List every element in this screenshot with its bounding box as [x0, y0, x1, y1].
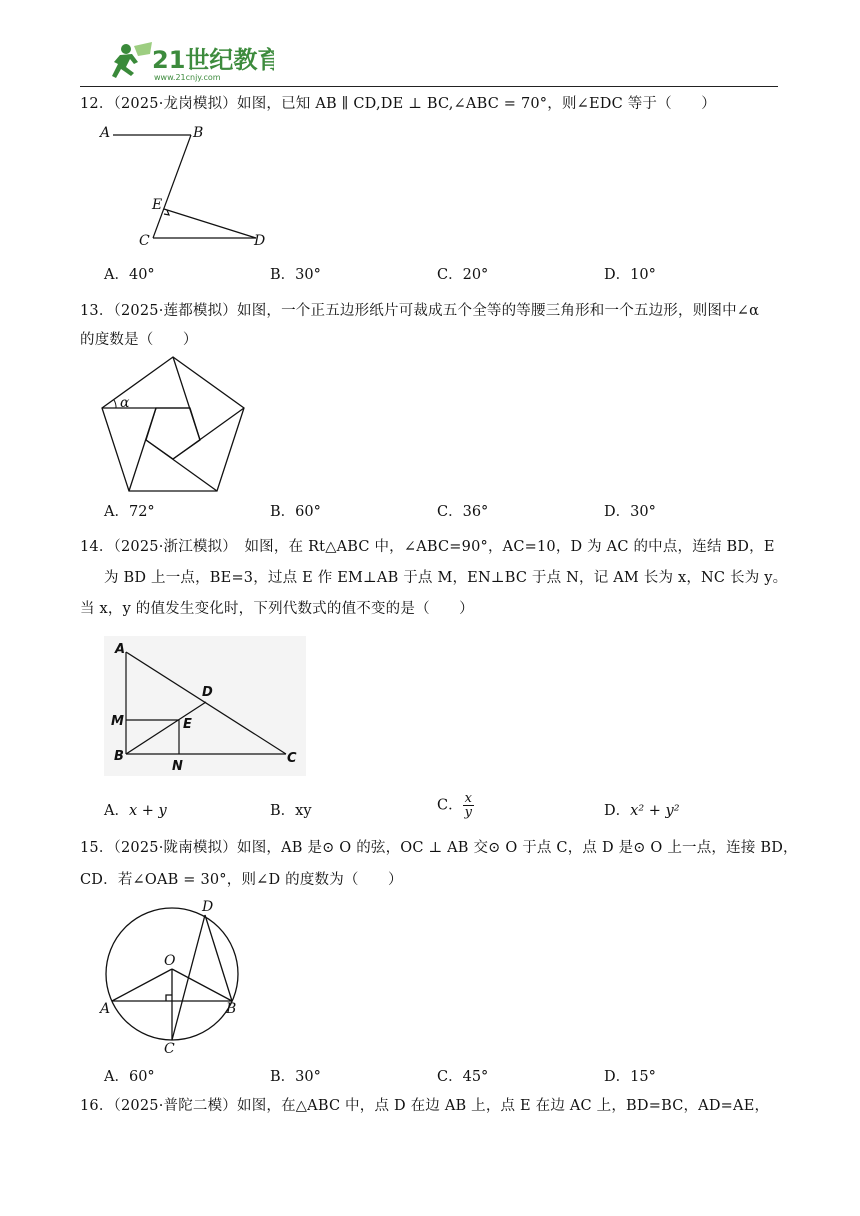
header-divider: [80, 86, 778, 87]
q13-figure: [98, 352, 250, 498]
q14-option-a: A．x + y: [104, 803, 167, 819]
q13-label-alpha: α: [120, 395, 130, 411]
q12-option-b: B．30°: [270, 267, 321, 283]
q15-figure: [96, 897, 256, 1061]
q14-label-M: M: [111, 714, 124, 729]
q15-option-a: A．60°: [104, 1069, 155, 1085]
q12-label-A: A: [100, 125, 111, 141]
q12-label-D: D: [254, 233, 266, 249]
q14-figure: [104, 636, 306, 780]
q15-option-d: D．15°: [604, 1069, 656, 1085]
q12-label-C: C: [139, 233, 150, 249]
q16-stem: 16．（2025·普陀二模）如图，在△ABC 中，点 D 在边 AB 上，点 E 在边 AC 上，BD=BC，AD=AE，: [80, 1098, 770, 1114]
q14-label-D: D: [202, 685, 213, 700]
q12-option-c: C．20°: [437, 267, 489, 283]
site-logo: [104, 40, 274, 84]
q13-option-c: C．36°: [437, 504, 489, 520]
q13-option-a: A．72°: [104, 504, 155, 520]
q14-label-C: C: [287, 751, 297, 766]
q15-label-C: C: [164, 1041, 175, 1057]
q15-label-O: O: [164, 953, 176, 969]
q14-option-d: D．x² + y²: [604, 803, 680, 819]
q12-stem: 12．（2025·龙岗模拟）如图，已知 AB ∥ CD,DE ⊥ BC,∠ABC = 70°，则∠EDC 等于（ ）: [80, 96, 716, 112]
q14-stem-line2: 为 BD 上一点，BE=3，过点 E 作 EM⊥AB 于点 M，EN⊥BC 于点 N，记 AM 长为 x，NC 长为 y。: [104, 570, 788, 586]
q14-label-N: N: [172, 759, 183, 774]
q14-label-A: A: [115, 642, 126, 657]
q13-option-b: B．60°: [270, 504, 321, 520]
q14-option-b: B．xy: [270, 803, 312, 819]
q15-label-A: A: [100, 1001, 111, 1017]
q14-stem-line3: 当 x，y 的值发生变化时，下列代数式的值不变的是（ ）: [80, 601, 474, 617]
q12-figure: [96, 120, 276, 259]
q14-option-c: C． $\frac{x}{y}$: [437, 791, 472, 820]
q15-option-c: C．45°: [437, 1069, 489, 1085]
runner-icon: [112, 42, 152, 78]
svg-text:21世纪教育: 21世纪教育: [152, 46, 274, 74]
svg-text:www.21cnjy.com: www.21cnjy.com: [154, 73, 221, 82]
q15-label-D: D: [202, 899, 214, 915]
q15-stem-line1: 15．（2025·陇南模拟）如图，AB 是⊙ O 的弦，OC ⊥ AB 交⊙ O 于点 C，点 D 是⊙ O 上一点，连接 BD，: [80, 840, 798, 856]
q13-stem-line2: 的度数是（ ）: [80, 332, 198, 348]
q12-label-B: B: [193, 125, 204, 141]
q15-option-b: B．30°: [270, 1069, 321, 1085]
q14-label-E: E: [183, 717, 192, 732]
q12-option-d: D．10°: [604, 267, 656, 283]
q13-stem-line1: 13．（2025·莲都模拟）如图，一个正五边形纸片可裁成五个全等的等腰三角形和一个五边形，则图中∠α: [80, 303, 760, 319]
q14-stem-line1: 14．（2025·浙江模拟） 如图，在 Rt△ABC 中，∠ABC=90°，AC=10，D 为 AC 的中点，连结 BD，E: [80, 539, 775, 555]
q15-stem-line2: CD．若∠OAB = 30°，则∠D 的度数为（ ）: [80, 872, 403, 888]
q14-label-B: B: [114, 749, 124, 764]
q12-label-E: E: [152, 197, 163, 213]
q12-option-a: A．40°: [104, 267, 155, 283]
q15-label-B: B: [226, 1001, 237, 1017]
q13-option-d: D．30°: [604, 504, 656, 520]
